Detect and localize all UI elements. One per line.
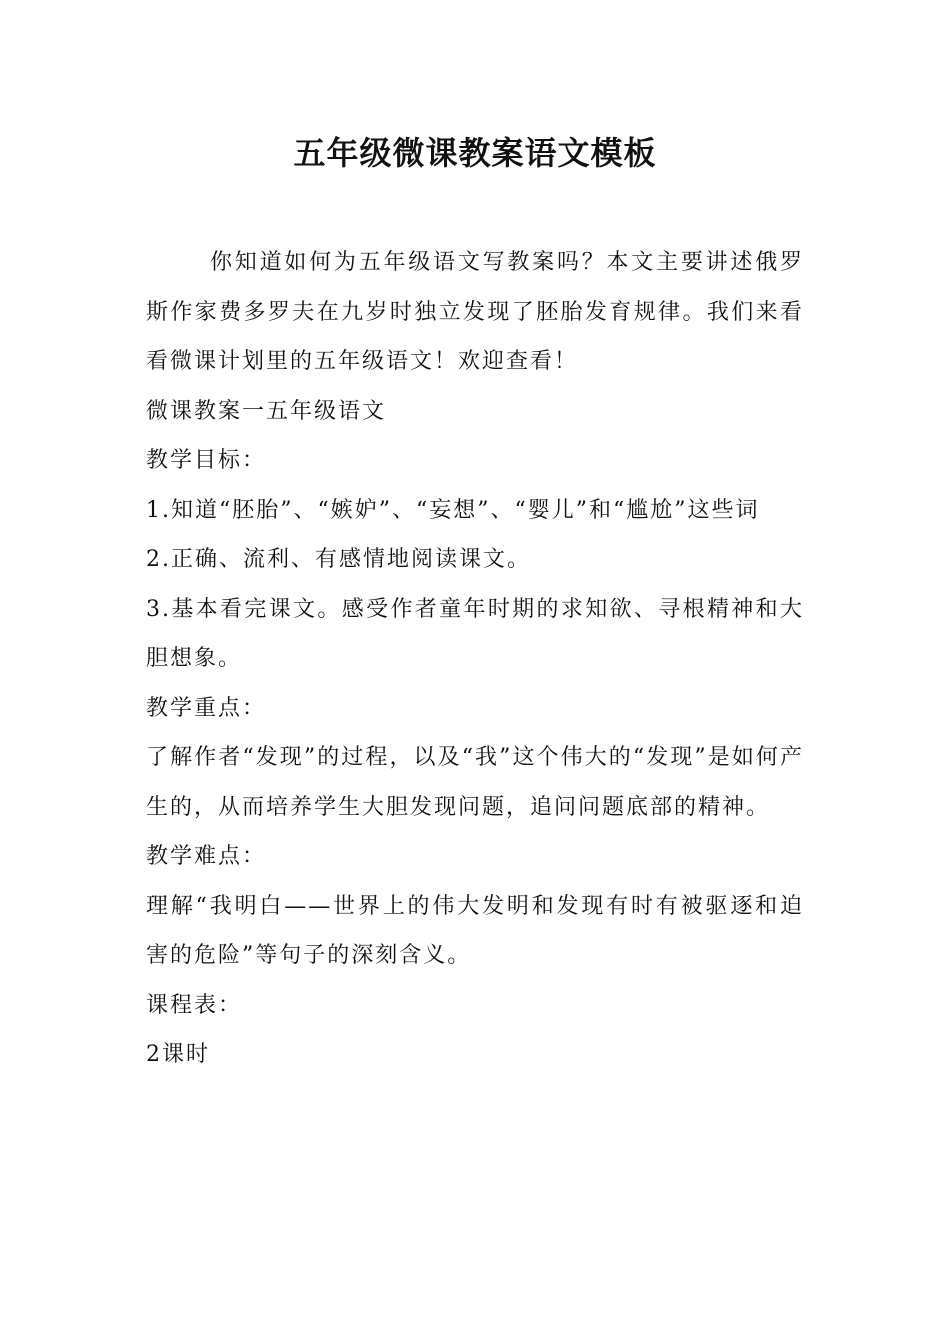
difficulties-text: 理解“我明白——世界上的伟大发明和发现有时有被驱逐和迫害的危险”等句子的深刻含义。 [146,893,804,968]
goal-item-2: 2.正确、流利、有感情地阅读课文。 [146,547,531,572]
difficulties-heading: 教学难点： [146,844,267,869]
key-points-heading: 教学重点： [146,695,267,721]
goal-item-1: 1.知道“胚胎”、“嫉妒”、“妄想”、“婴儿”和“尴尬”这些词 [146,497,760,523]
schedule-text: 2课时 [146,1042,210,1067]
goal-item-3: 3.基本看完课文。感受作者童年时期的求知欲、寻根精神和大胆想象。 [146,596,804,671]
intro-paragraph: 你知道如何为五年级语文写教案吗？本文主要讲述俄罗斯作家费多罗夫在九岁时独立发现了胚胎发育规律。我们来看看微课计划里的五年级语文！欢迎查看！ [146,250,804,374]
teaching-goals-heading: 教学目标： [146,448,267,473]
document-title: 五年级微课教案语文模板 [293,134,657,172]
document-body [146,238,804,1080]
key-points-text: 了解作者“发现”的过程，以及“我”这个伟大的“发现”是如何产生的，从而培养学生大胆发现问题，追问问题底部的精神。 [146,745,804,820]
schedule-heading: 课程表： [146,992,243,1018]
section-heading: 微课教案一五年级语文 [146,398,387,424]
